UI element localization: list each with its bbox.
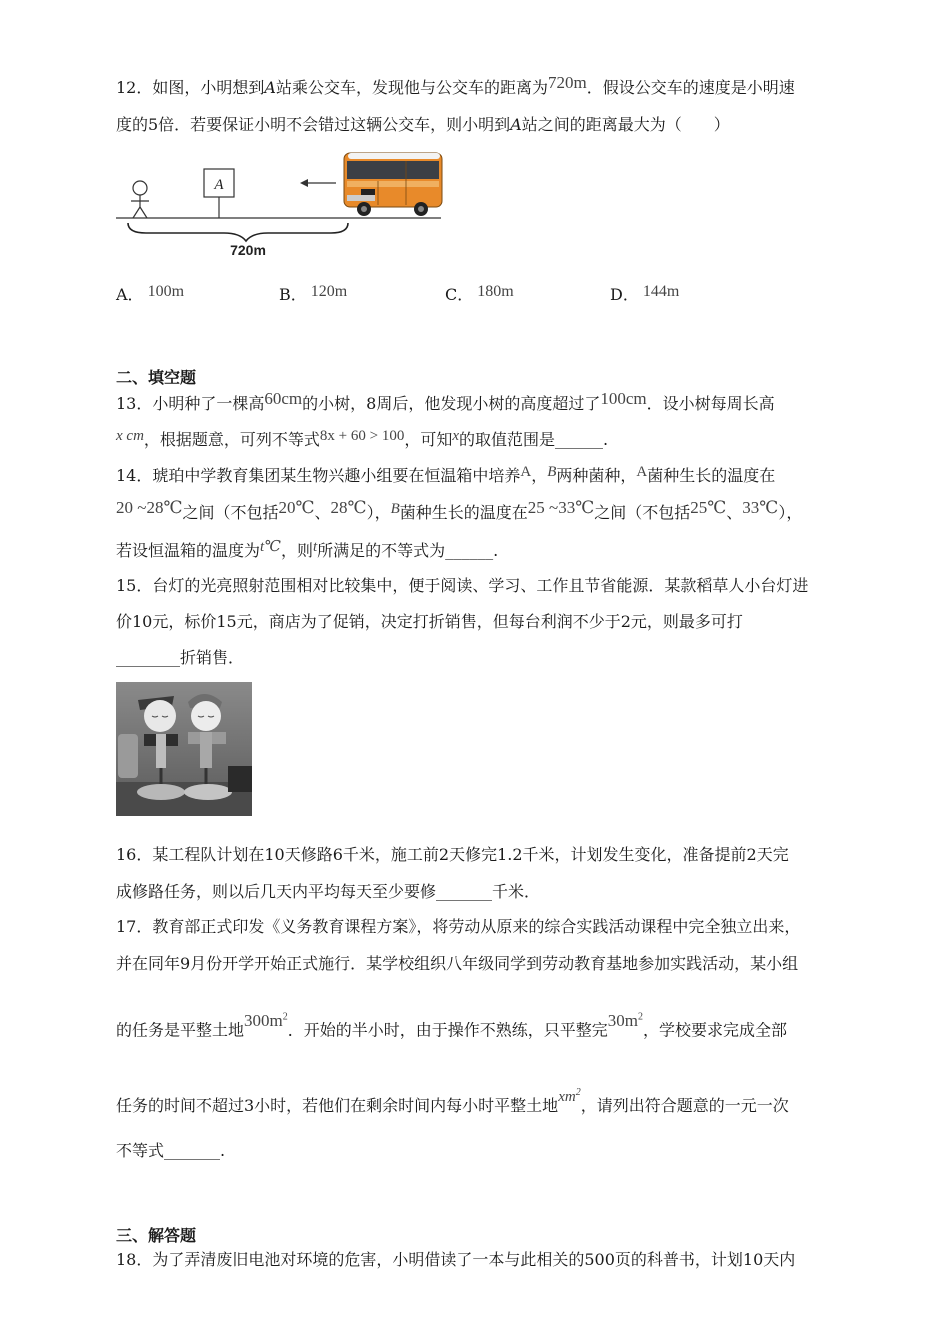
- option-c[interactable]: C． 180m: [445, 283, 514, 304]
- station-sign: [204, 169, 234, 218]
- q18-line1: 18．为了弄清废旧电池对环境的危害，小明借读了一本与此相关的500页的科普书，计划10天内: [116, 1250, 796, 1269]
- option-d[interactable]: D． 144m: [610, 283, 680, 304]
- q14-line3: 若设恒温箱的温度为t℃，则t所满足的不等式为______.: [116, 539, 499, 560]
- distance-label: 720m: [230, 242, 266, 258]
- bus-icon: [344, 153, 442, 216]
- q17-line4: 任务的时间不超过3小时，若他们在剩余时间内每小时平整土地$xm^2$，请列出符合题意的一元一次: [116, 1087, 789, 1115]
- station-sign-label: A: [214, 177, 224, 193]
- section-heading-answer: 三、解答题: [116, 1226, 197, 1245]
- q17-line1: 17．教育部正式印发《义务教育课程方案》，将劳动从原来的综合实践活动课程中完全独立出来，: [116, 917, 801, 936]
- q15-line2: 价10元，标价15元，商店为了促销，决定打折销售，但每台利润不少于2元，则最多可打: [116, 612, 743, 631]
- q15-line1: 15．台灯的光亮照射范围相对比较集中，便于阅读、学习、工作且节省能源．某款稻草人小台灯进: [116, 576, 809, 595]
- section-heading-fill-blank: 二、填空题: [116, 368, 197, 387]
- arrow-left-icon: [300, 179, 336, 187]
- q12-line1: 12．如图，小明想到A站乘公交车，发现他与公交车的距离为720m．假设公交车的速度是小明速: [116, 73, 795, 97]
- person-figure: [131, 181, 149, 218]
- q13-line1: 13．小明种了一棵高60cm的小树，8周后，他发现小树的高度超过了100cm．设小树每周长高: [116, 389, 775, 413]
- q14-line1: 14．琥珀中学教育集团某生物兴趣小组要在恒温箱中培养A，B两种菌种，A菌种生长的温度在: [116, 464, 776, 485]
- q16-line1: 16．某工程队计划在10天修路6千米，施工前2天修完1.2千米，计划发生变化，准备提前2天完: [116, 845, 789, 864]
- q12-bus-figure: [116, 145, 446, 265]
- q14-line2: 20 ~28℃之间（不包括20℃、28℃），B菌种生长的温度在25 ~33℃之间（不包括25℃、33℃），: [116, 498, 803, 522]
- q17-line3: 的任务是平整土地$300m^2$．开始的半小时，由于操作不熟练，只平整完$30m^2$，学校要求完成全部: [116, 1010, 788, 1040]
- q12-line2: 度的5倍．若要保证小明不会错过这辆公交车，则小明到A站之间的距离最大为（ ）: [116, 115, 730, 134]
- distance-brace: [128, 223, 348, 241]
- q15-line3: ________折销售．: [116, 648, 245, 667]
- q13-line2: x cm，根据题意，可列不等式8x + 60 > 100，可知x的取值范围是______.: [116, 428, 609, 449]
- q16-line2: 成修路任务，则以后几天内平均每天至少要修_______千米．: [116, 882, 541, 901]
- scarecrow-lamp-photo: [116, 682, 252, 816]
- option-a[interactable]: A． 100m: [116, 283, 185, 304]
- option-b[interactable]: B． 120m: [279, 283, 348, 304]
- q17-line5: 不等式_______.: [116, 1141, 226, 1160]
- q17-line2: 并在同年9月份开学开始正式施行．某学校组织八年级同学到劳动教育基地参加实践活动，某小组: [116, 954, 799, 973]
